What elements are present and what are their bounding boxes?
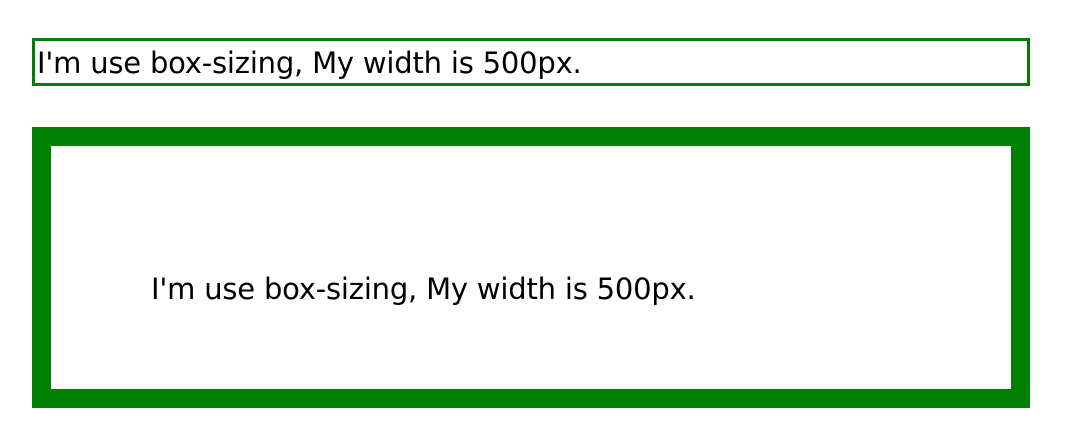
box-label: I'm use box-sizing, My width is 500px.: [151, 272, 696, 306]
thin-border-box: [32, 38, 1030, 86]
box-label: I'm use box-sizing, My width is 500px.: [37, 46, 582, 80]
thick-border-box: [32, 127, 1030, 408]
